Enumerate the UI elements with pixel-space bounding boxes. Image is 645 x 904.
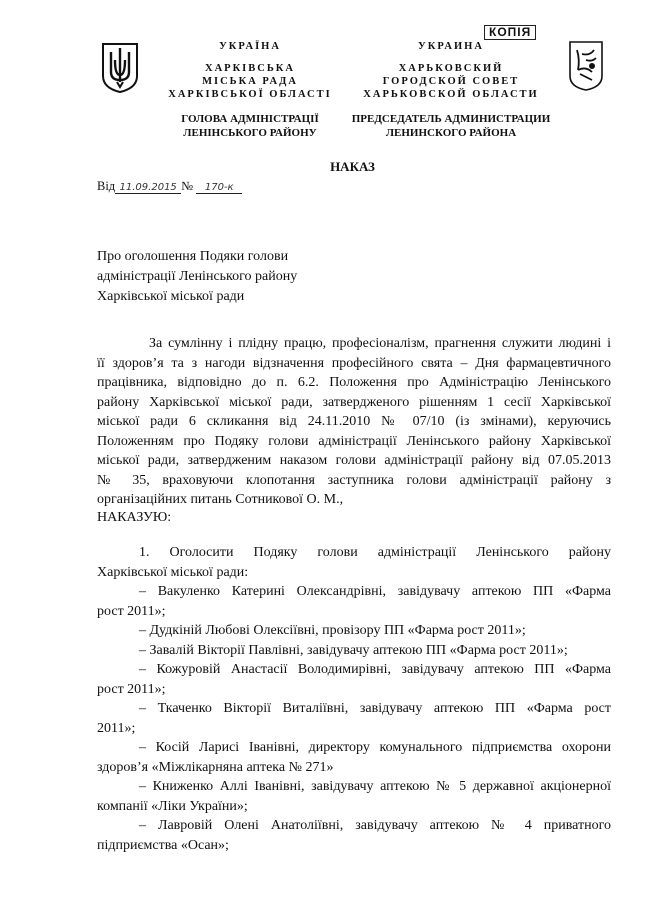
- list-item: [97, 660, 611, 699]
- preamble-line: працівника, відповідно до п. 6.2. Положення про Адміністрацію Ленінського: [97, 375, 611, 390]
- right-position-line-2: ЛЕНИНСКОГО РАЙОНА: [385, 127, 517, 139]
- list-item: [97, 641, 611, 661]
- preamble-paragraph: [97, 334, 611, 510]
- subject-block: [97, 247, 297, 307]
- right-position-line-1: ПРЕДСЕДАТЕЛЬ АДМИНИСТРАЦИИ: [351, 113, 551, 125]
- preamble-line: району Харківської міської ради, затвердженого рішенням 1 сесії Харківської: [97, 394, 611, 410]
- list-item-rest: здоров’я «Міжлікарняна аптека № 271»: [97, 759, 334, 775]
- list-item-rest: компанії «Ліки України»;: [97, 798, 248, 814]
- list-item-first-line: 1. Оголосити Подяку голови адміністрації Ленінського району: [139, 545, 611, 560]
- right-position: [346, 112, 556, 140]
- number-label: №: [181, 179, 194, 193]
- list-item-first-line: – Лавровій Олені Анатоліївні, завідувачу аптекою № 4 приватного: [139, 818, 611, 833]
- list-item-first-line: – Завалій Вікторії Павлівні, завідувачу аптекою ПП «Фарма рост 2011»;: [139, 642, 568, 658]
- preamble-line: організаційних питань Сотникової О. М.,: [97, 492, 344, 507]
- list-item-first-line: – Косій Ларисі Іванівні, директору комунального підприємства охорони: [139, 740, 611, 755]
- copy-stamp: КОПІЯ: [484, 25, 536, 40]
- list-item: [97, 738, 611, 777]
- list-item-rest: рост 2011»;: [97, 681, 166, 697]
- right-header: [356, 40, 546, 101]
- list-item: [97, 699, 611, 738]
- preamble-line: Положенням про Подяку голови адміністрації Ленінського району Харківської: [97, 433, 611, 449]
- list-item: [97, 816, 611, 855]
- subject-line-1: Про оголошення Подяки голови: [97, 249, 289, 264]
- order-word: НАКАЗУЮ:: [97, 510, 172, 525]
- trident-emblem-icon: [100, 42, 140, 94]
- list-item-first-line: – Ткаченко Вікторії Виталіївні, завідувачу аптекою ПП «Фарма рост: [139, 701, 611, 716]
- date-value: 11.09.2015: [115, 182, 181, 194]
- right-council-line-2: ГОРОДСКОЙ СОВЕТ: [382, 76, 520, 87]
- awardees-list: [97, 543, 611, 855]
- right-country: УКРАИНА: [418, 41, 484, 52]
- left-council-line-1: ХАРКІВСЬКА: [204, 63, 295, 74]
- right-council-line-3: ХАРЬКОВСКОЙ ОБЛАСТИ: [363, 89, 539, 100]
- left-council-line-2: МІСЬКА РАДА: [202, 76, 298, 87]
- list-item-first-line: – Кожуровій Анастасії Володимирівні, завідувачу аптекою ПП «Фарма: [139, 662, 611, 677]
- kharkiv-emblem-icon: [568, 40, 604, 92]
- list-item: [97, 582, 611, 621]
- document-title: НАКАЗ: [330, 159, 375, 174]
- list-item-rest: Харківської міської ради:: [97, 564, 249, 580]
- date-number-row: [97, 179, 242, 194]
- subject-line-3: Харківської міської ради: [97, 289, 245, 304]
- left-position-line-2: ЛЕНІНСЬКОГО РАЙОНУ: [183, 127, 317, 139]
- date-from-label: Від: [97, 179, 116, 193]
- preamble-line: її здоров’я та з нагоди відзначення професійного свята – Дня фармацевтичного: [97, 355, 611, 371]
- number-value: 170-к: [196, 182, 242, 194]
- list-item-first-line: – Вакуленко Катерині Олександрівні, завідувачу аптекою ПП «Фарма: [139, 584, 611, 599]
- list-item: [97, 543, 611, 582]
- list-item-rest: рост 2011»;: [97, 603, 166, 619]
- preamble-line: міської ради 6 скликання від 24.11.2010 № 07/10 (із змінами), керуючись: [97, 414, 611, 429]
- list-item-rest: 2011»;: [97, 720, 136, 736]
- preamble-line: За сумлінну і плідну працю, професіоналізм, прагнення служити людині і: [149, 336, 611, 351]
- preamble-line: № 35, враховуючи клопотання заступника голови адміністрації району з: [97, 472, 611, 488]
- right-council-line-1: ХАРЬКОВСКИЙ: [398, 63, 504, 74]
- left-council-line-3: ХАРКІВСЬКОЇ ОБЛАСТІ: [168, 89, 332, 100]
- subject-line-2: адміністрації Ленінського району: [97, 269, 298, 284]
- list-item-rest: підприємства «Осан»;: [97, 837, 229, 853]
- list-item: [97, 777, 611, 816]
- list-item-first-line: – Книженко Аллі Іванівні, завідувачу аптекою № 5 державної акціонерної: [139, 779, 611, 794]
- left-country: УКРАЇНА: [219, 41, 281, 52]
- list-item-first-line: – Дудкіній Любові Олексіївні, провізору ПП «Фарма рост 2011»;: [139, 623, 526, 638]
- left-header: [160, 40, 340, 101]
- list-item: [97, 621, 611, 641]
- preamble-line: міської ради, затвердженим наказом голови адміністрації району від 07.05.2013: [97, 453, 611, 468]
- left-position-line-1: ГОЛОВА АДМІНІСТРАЦІЇ: [181, 113, 319, 125]
- left-position: [160, 112, 340, 140]
